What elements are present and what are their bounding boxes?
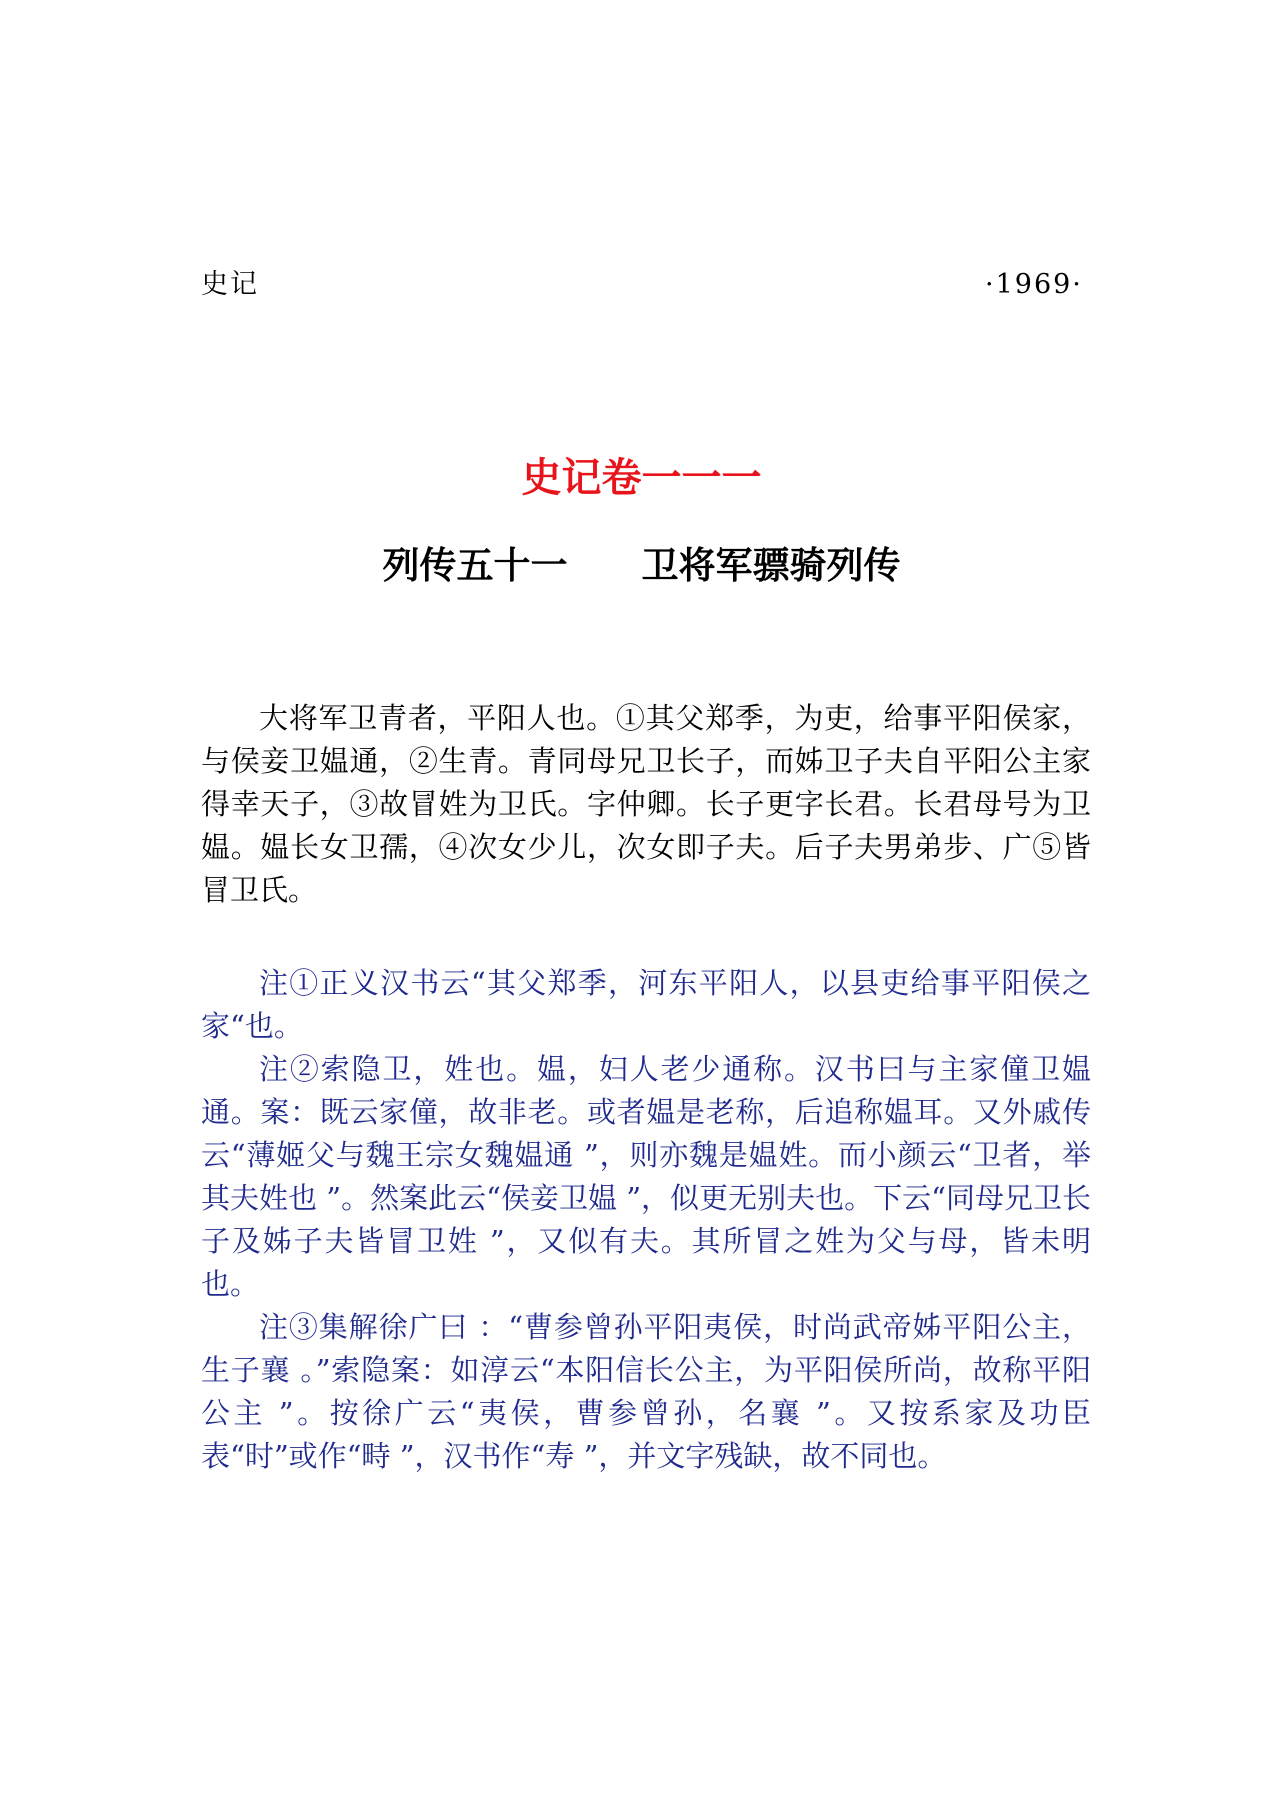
notes-section <box>201 962 1091 1478</box>
chapter-title: 列传五十一 卫将军骠骑列传 <box>382 544 901 587</box>
main-text <box>201 697 1091 912</box>
running-head-book-title: 史记 <box>201 269 259 300</box>
note-3: 注③集解徐广曰 ：“曹参曾孙平阳夷侯，时尚武帝姊平阳公主，生子襄 。”索隐案：如淳云“本阳信长公主，为平阳侯所尚，故称平阳公主 ”。按徐广云“夷侯，曹参曾孙，名襄 ”。又按系家及功臣表“时”或作“畤 ”，汉书作“寿 ”，并文字残缺，故不同也。 <box>201 1310 1091 1473</box>
volume-title: 史记卷一一一 <box>521 455 762 501</box>
note-1: 注①正义汉书云“其父郑季，河东平阳人，以县吏给事平阳侯之家“也。 <box>201 966 1091 1043</box>
note-2: 注②索隐卫，姓也。媪，妇人老少通称。汉书曰与主家僮卫媪通。案：既云家僮，故非老。或者媪是老称，后追称媪耳。又外戚传云“薄姬父与魏王宗女魏媪通 ”，则亦魏是媪姓。而小颜云“卫者，举其夫姓也 ”。然案此云“侯妾卫媪 ”，似更无别夫也。下云“同母兄卫长子及姊子夫皆冒卫姓 ”，又似有夫。其所冒之姓为父与母，皆未明也。 <box>201 1052 1091 1301</box>
main-paragraph: 大将军卫青者，平阳人也。①其父郑季，为吏，给事平阳侯家，与侯妾卫媪通，②生青。青同母兄卫长子，而姊卫子夫自平阳公主家得幸天子，③故冒姓为卫氏。字仲卿。长子更字长君。长君母号为卫媪。媪长女卫孺，④次女少儿，次女即子夫。后子夫男弟步、广⑤皆冒卫氏。 <box>201 701 1091 907</box>
page-number: ·1969· <box>985 269 1083 300</box>
